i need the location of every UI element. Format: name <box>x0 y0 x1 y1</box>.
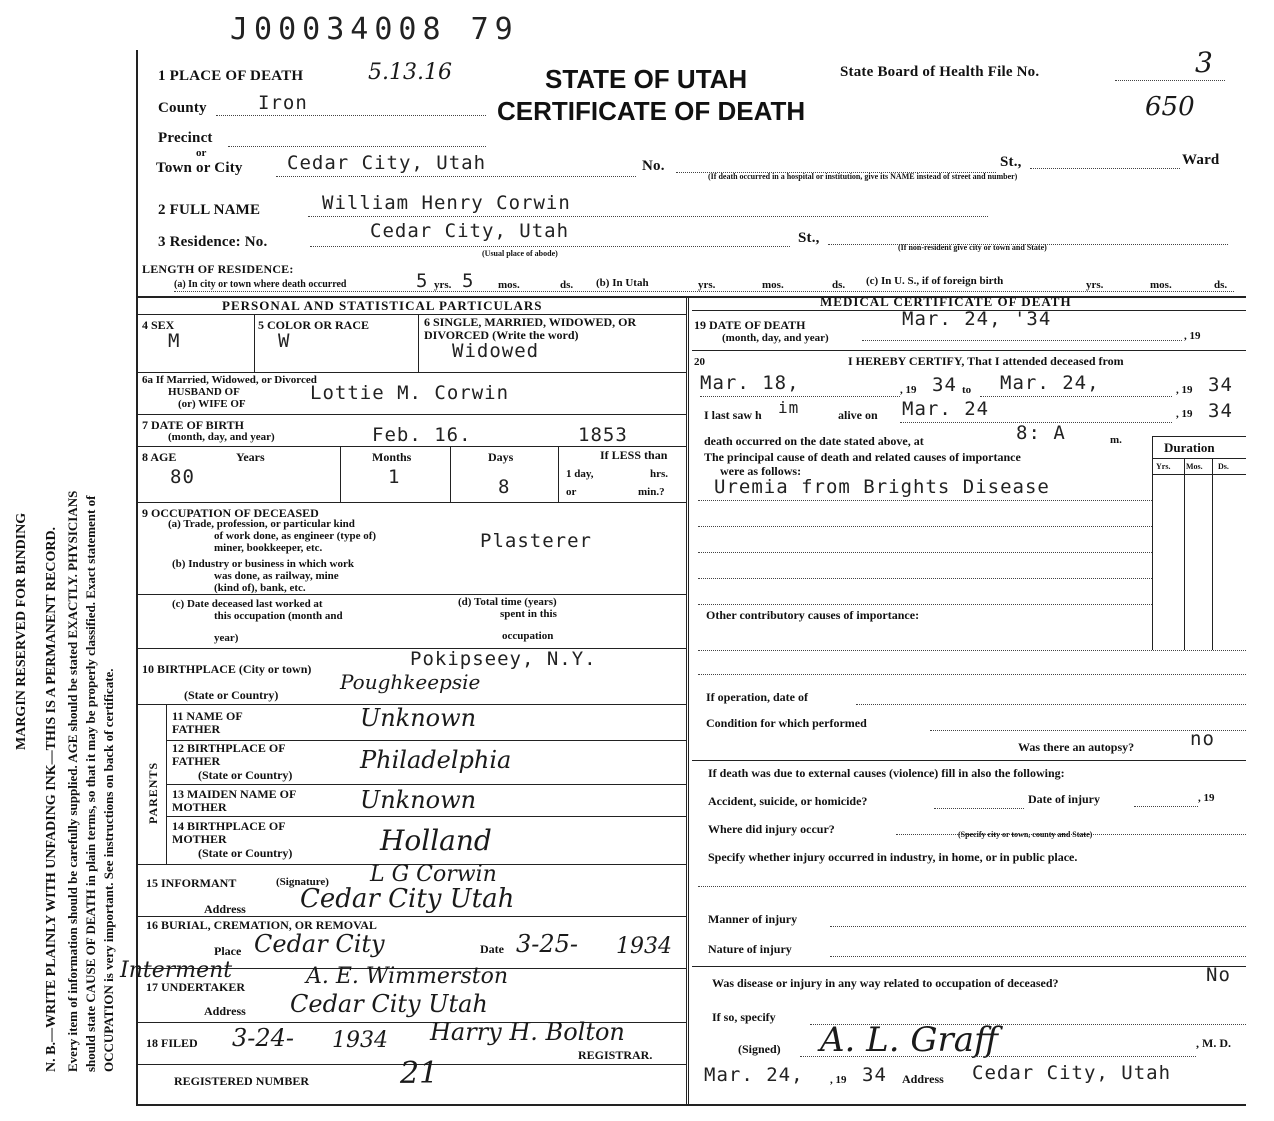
county: Iron <box>258 92 308 114</box>
to-label: to <box>962 384 972 396</box>
age-days-label: Days <box>488 450 514 464</box>
occupation-d2: spent in this <box>500 608 557 620</box>
specify-label: Specify whether injury occurred in industry, in home, or in public place. <box>708 850 1078 864</box>
residence-label: 3 Residence: No. <box>158 234 268 250</box>
ward-label: Ward <box>1182 152 1220 168</box>
n20-label: 20 <box>694 356 705 368</box>
occupation-c2: this occupation (month and <box>214 610 343 622</box>
external-label: If death was due to external causes (violence) fill in also the following: <box>708 766 1065 780</box>
alive-label: alive on <box>838 408 878 422</box>
birthplace-hand: Poughkeepsie <box>340 670 481 694</box>
occupation-a2: of work done, as engineer (type of) <box>214 530 377 542</box>
file-no-2: 650 <box>1145 92 1195 122</box>
title-state: STATE OF UTAH <box>545 64 748 94</box>
lastsaw-him: im <box>778 398 800 417</box>
length-us-yrs: yrs. <box>1086 279 1104 291</box>
manner-label: Manner of injury <box>708 912 798 926</box>
length-utah-ds: ds. <box>832 279 846 291</box>
other-causes-label: Other contributory causes of importance: <box>706 608 920 622</box>
nonres-note: (If non-resident give city or town and State) <box>898 243 1047 252</box>
interment: Interment <box>120 958 233 983</box>
section-personal: PERSONAL AND STATISTICAL PARTICULARS <box>222 298 543 313</box>
filed-label: 18 FILED <box>146 1036 198 1050</box>
burial-date-label: Date <box>480 942 504 956</box>
occurred-label: death occurred on the date stated above, at <box>704 434 924 448</box>
age-or: or <box>566 486 577 498</box>
lastsaw-label: I last saw h <box>704 408 762 422</box>
burial-label: 16 BURIAL, CREMATION, OR REMOVAL <box>146 918 377 932</box>
registrar-label: REGISTRAR. <box>578 1048 653 1062</box>
physician-signature: A. L. Graff <box>820 1020 999 1060</box>
signed-label: (Signed) <box>738 1042 781 1056</box>
occupation-a1: (a) Trade, profession, or particular kind <box>168 518 355 530</box>
filed-year: 1934 <box>332 1028 388 1053</box>
color-label: 5 COLOR OR RACE <box>258 318 370 332</box>
informant-address-label: Address <box>204 902 246 916</box>
dod-19: , 19 <box>1184 330 1201 342</box>
color: W <box>278 330 291 352</box>
father-bp: Philadelphia <box>360 746 512 774</box>
occupation-b3: (kind of), bank, etc. <box>214 582 306 594</box>
handwritten-date-note: 5.13.16 <box>368 60 452 85</box>
margin-instructions-3: OCCUPATION is very important. See instructions on back of certificate. <box>101 668 116 1072</box>
sex-label: 4 SEX <box>142 318 175 332</box>
filed: 3-24- <box>232 1024 295 1052</box>
length-us-mos: mos. <box>1150 279 1172 291</box>
registered-label: REGISTERED NUMBER <box>174 1074 310 1088</box>
mother-bp: Holland <box>380 824 492 857</box>
registrar: Harry H. Bolton <box>430 1018 625 1046</box>
occupation-b2: was done, as railway, mine <box>214 570 339 582</box>
place-of-death-label: 1 PLACE OF DEATH <box>158 68 304 84</box>
informant-address: Cedar City Utah <box>300 884 515 914</box>
attended-from-yr: 34 <box>932 374 957 396</box>
informant: L G Corwin <box>370 862 497 887</box>
age-days: 8 <box>498 476 511 498</box>
occupation-a3: miner, bookkeeper, etc. <box>214 542 323 554</box>
age-years: 80 <box>170 466 195 488</box>
burial-place-label: Place <box>214 944 242 958</box>
length-utah-label: (b) In Utah <box>596 277 649 289</box>
duration-mos: Mos. <box>1186 462 1203 471</box>
full-name-label: 2 FULL NAME <box>158 202 261 218</box>
margin-instructions-1: Every item of information should be carefully supplied. AGE should be stated EXACTLY. PHYSICIANS <box>65 490 80 1072</box>
serial-number: J00034008 79 <box>230 12 519 47</box>
parents-side-label: PARENTS <box>146 761 160 824</box>
marital-label: 6 SINGLE, MARRIED, WIDOWED, OR DIVORCED (Write the word) <box>424 315 637 342</box>
father: Unknown <box>360 704 477 732</box>
birthplace: Pokipseey, N.Y. <box>410 648 597 670</box>
age-months: 1 <box>388 466 401 488</box>
residence-st-label: St., <box>798 230 820 246</box>
full-name: William Henry Corwin <box>322 192 571 214</box>
occupation-d3: occupation <box>502 630 554 642</box>
occupation-c1: (c) Date deceased last worked at <box>172 598 323 610</box>
attended-from: Mar. 18, <box>700 372 800 394</box>
undertaker-address: Cedar City Utah <box>290 990 488 1018</box>
sign-date: Mar. 24, <box>704 1064 804 1086</box>
cause-of-death: Uremia from Brights Disease <box>714 476 1050 498</box>
registered-number: 21 <box>400 1056 439 1091</box>
abode-note: (Usual place of abode) <box>482 249 558 258</box>
marital: Widowed <box>452 340 540 362</box>
age-one-day: 1 day, <box>566 468 594 480</box>
md-address: Cedar City, Utah <box>972 1062 1172 1084</box>
attended-to-yr: 34 <box>1208 374 1233 396</box>
mother-label: 13 MAIDEN NAME OF MOTHER <box>172 787 296 814</box>
injury-19: , 19 <box>1198 792 1215 804</box>
file-no-label: State Board of Health File No. <box>840 64 1040 80</box>
md-address-label: Address <box>902 1072 944 1086</box>
certify-label: I HEREBY CERTIFY, That I attended deceased from <box>848 354 1124 368</box>
undertaker-address-label: Address <box>204 1004 246 1018</box>
length-city-label: (a) In city or town where death occurred <box>174 279 347 290</box>
burial-year: 1934 <box>616 934 672 959</box>
injury-date-label: Date of injury <box>1028 792 1100 806</box>
where-label: Where did injury occur? <box>708 822 835 836</box>
duration-ds: Ds. <box>1218 462 1229 471</box>
dod: Mar. 24, '34 <box>902 308 1052 330</box>
death-time: 8: A <box>1016 422 1066 444</box>
dob-label-2: (month, day, and year) <box>168 431 275 443</box>
duration-yrs: Yrs. <box>1156 462 1171 471</box>
age-less-label: If LESS than <box>600 448 668 462</box>
spouse: Lottie M. Corwin <box>310 382 510 404</box>
where-note: (Specify city or town, county and State) <box>958 830 1093 839</box>
place-no-label: No. <box>642 158 665 174</box>
margin-instructions-2: should state CAUSE OF DEATH in plain terms, so that it may be properly classified. Exact statement of <box>83 495 98 1072</box>
sex: M <box>168 330 181 352</box>
informant-sig-label: (Signature) <box>276 876 329 888</box>
length-ds-label: ds. <box>560 279 574 291</box>
burial-date: 3-25- <box>516 930 579 958</box>
length-yrs: 5 <box>416 270 429 292</box>
age-min: min.? <box>638 486 665 498</box>
margin-binding: MARGIN RESERVED FOR BINDING <box>14 512 29 750</box>
related-answer: No <box>1206 964 1231 986</box>
spouse-label-3: (or) WIFE OF <box>178 398 246 410</box>
operation-label: If operation, date of <box>706 690 808 704</box>
margin-permanent: N. B.—WRITE PLAINLY WITH UNFADING INK—THIS IS A PERMANENT RECORD. <box>44 526 59 1072</box>
length-utah-yrs: yrs. <box>698 279 716 291</box>
burial-place: Cedar City <box>254 930 385 958</box>
principal-label-2: were as follows: <box>720 464 802 478</box>
length-us-label: (c) In U. S., if of foreign birth <box>866 275 1004 287</box>
hospital-note: (If death occurred in a hospital or institution, give its NAME instead of street and number) <box>708 172 1018 181</box>
mother-bp-sub: (State or Country) <box>198 846 293 860</box>
alive: Mar. 24 <box>902 398 990 420</box>
related-label: Was disease or injury in any way related to occupation of deceased? <box>712 976 1059 990</box>
death-time-m: m. <box>1110 434 1122 446</box>
sign-19: , 19 <box>830 1074 847 1086</box>
dod-sub: (month, day, and year) <box>722 332 829 344</box>
from-19: , 19 <box>900 384 917 396</box>
birthplace-label: 10 BIRTHPLACE (City or town) <box>142 662 312 676</box>
town: Cedar City, Utah <box>287 152 487 174</box>
to-19: , 19 <box>1176 384 1193 396</box>
father-bp-label: 12 BIRTHPLACE OF FATHER <box>172 741 286 768</box>
father-bp-sub: (State or Country) <box>198 768 293 782</box>
birthplace-state-label: (State or Country) <box>184 688 279 702</box>
occupation-b1: (b) Industry or business in which work <box>172 558 354 570</box>
dob-year: 1853 <box>578 424 628 446</box>
section-medical: MEDICAL CERTIFICATE OF DEATH <box>820 294 1072 309</box>
age-months-label: Months <box>372 450 412 464</box>
place-st-label: St., <box>1000 154 1022 170</box>
alive-yr: 34 <box>1208 400 1233 422</box>
undertaker: A. E. Wimmerston <box>306 964 508 989</box>
duration-label: Duration <box>1164 440 1215 455</box>
spouse-label-1: 6a If Married, Widowed, or Divorced <box>142 374 317 386</box>
occupation-d1: (d) Total time (years) <box>458 596 557 608</box>
age-hrs: hrs. <box>650 468 669 480</box>
md-label: , M. D. <box>1196 1036 1231 1050</box>
dod-label: 19 DATE OF DEATH <box>694 318 806 332</box>
undertaker-label: 17 UNDERTAKER <box>146 980 246 994</box>
alive-19: , 19 <box>1176 408 1193 420</box>
autopsy: no <box>1190 728 1215 750</box>
dob-label-1: 7 DATE OF BIRTH <box>142 418 244 432</box>
or-label: or <box>196 147 207 159</box>
father-label: 11 NAME OF FATHER <box>172 709 243 736</box>
autopsy-label: Was there an autopsy? <box>1018 740 1135 754</box>
ifso-label: If so, specify <box>712 1010 776 1024</box>
length-utah-mos: mos. <box>762 279 784 291</box>
mother: Unknown <box>360 786 477 814</box>
principal-label-1: The principal cause of death and related causes of importance <box>704 450 1021 464</box>
file-no: 3 <box>1195 46 1213 79</box>
town-label: Town or City <box>156 160 243 176</box>
length-us-ds: ds. <box>1214 279 1228 291</box>
occupation: Plasterer <box>480 530 592 552</box>
length-yrs-label: yrs. <box>434 279 452 291</box>
length-mos-label: mos. <box>498 279 520 291</box>
county-label: County <box>158 100 207 116</box>
mother-bp-label: 14 BIRTHPLACE OF MOTHER <box>172 819 286 846</box>
precinct-label: Precinct <box>158 130 213 146</box>
length-residence-label: LENGTH OF RESIDENCE: <box>142 262 294 276</box>
length-mos: 5 <box>462 270 475 292</box>
residence: Cedar City, Utah <box>370 220 570 242</box>
age-label: 8 AGE <box>142 450 177 464</box>
nature-label: Nature of injury <box>708 942 792 956</box>
informant-label: 15 INFORMANT <box>146 876 237 890</box>
condition-label: Condition for which performed <box>706 716 867 730</box>
attended-to: Mar. 24, <box>1000 372 1100 394</box>
sign-yr: 34 <box>862 1064 887 1086</box>
occupation-label: 9 OCCUPATION OF DECEASED <box>142 506 319 520</box>
dob-month-day: Feb. 16. <box>372 424 472 446</box>
age-years-label: Years <box>236 450 265 464</box>
occupation-c3: year) <box>214 632 239 644</box>
title-certificate: CERTIFICATE OF DEATH <box>497 96 806 126</box>
spouse-label-2: HUSBAND OF <box>168 386 240 398</box>
accident-label: Accident, suicide, or homicide? <box>708 794 868 808</box>
